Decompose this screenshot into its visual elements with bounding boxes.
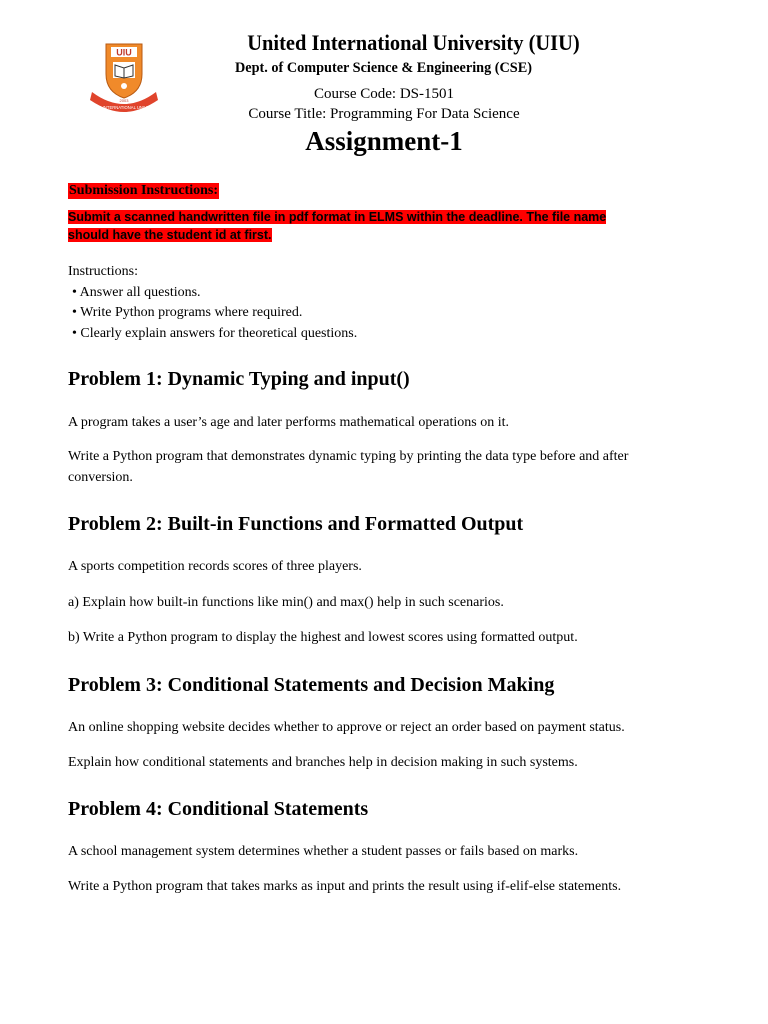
- logo-year: 2003: [119, 98, 129, 103]
- university-name: United International University (UIU): [247, 30, 580, 55]
- instruction-item: • Clearly explain answers for theoretical questions.: [72, 325, 358, 341]
- logo-top-text: UIU: [116, 47, 132, 58]
- problem-1-paragraph-2: Write a Python program that demonstrates dynamic typing by printing the data type before and after conversion.: [68, 449, 629, 485]
- problem-3-title: Problem 3: Conditional Statements and Decision Making: [68, 674, 555, 696]
- submission-line-1: Submit a scanned handwritten file in pdf format in ELMS within the deadline. The file name: [68, 210, 607, 224]
- university-logo: [84, 40, 164, 114]
- problem-1-paragraph-1: A program takes a user’s age and later performs mathematical operations on it.: [68, 415, 509, 430]
- problem-2-paragraph-1: A sports competition records scores of three players.: [68, 559, 362, 574]
- problem-4-title: Problem 4: Conditional Statements: [68, 798, 369, 820]
- problem-2-paragraph-3: b) Write a Python program to display the highest and lowest scores using formatted output.: [68, 630, 578, 645]
- logo-ribbon-text: UNITED INTERNATIONAL UNIVERSITY: [85, 105, 163, 110]
- problem-1-title: Problem 1: Dynamic Typing and input(): [68, 368, 410, 390]
- instruction-item: • Answer all questions.: [72, 284, 201, 300]
- submission-heading: Submission Instructions:: [69, 183, 218, 198]
- problem-4-paragraph-1: A school management system determines whether a student passes or fails based on marks.: [68, 844, 579, 859]
- course-code: Course Code: DS-1501: [314, 86, 454, 102]
- instructions-heading: Instructions:: [68, 264, 138, 279]
- problem-2-paragraph-2: a) Explain how built-in functions like min() and max() help in such scenarios.: [68, 595, 504, 610]
- problem-3-paragraph-2: Explain how conditional statements and branches help in decision making in such systems.: [68, 755, 578, 770]
- submission-line-2: should have the student id at first.: [68, 228, 272, 242]
- problem-2-title: Problem 2: Built-in Functions and Formatted Output: [68, 513, 524, 535]
- submission-text: [68, 208, 664, 244]
- problem-3-paragraph-1: An online shopping website decides whether to approve or reject an order based on payment status.: [68, 720, 625, 735]
- instructions-block: [68, 262, 357, 344]
- instruction-item: • Write Python programs where required.: [72, 305, 303, 320]
- department-name: Dept. of Computer Science & Engineering (CSE): [235, 60, 532, 76]
- assignment-title: Assignment-1: [305, 126, 463, 156]
- course-title: Course Title: Programming For Data Science: [248, 106, 520, 122]
- problem-4-paragraph-2: Write a Python program that takes marks as input and prints the result using if-elif-else statements.: [68, 879, 622, 894]
